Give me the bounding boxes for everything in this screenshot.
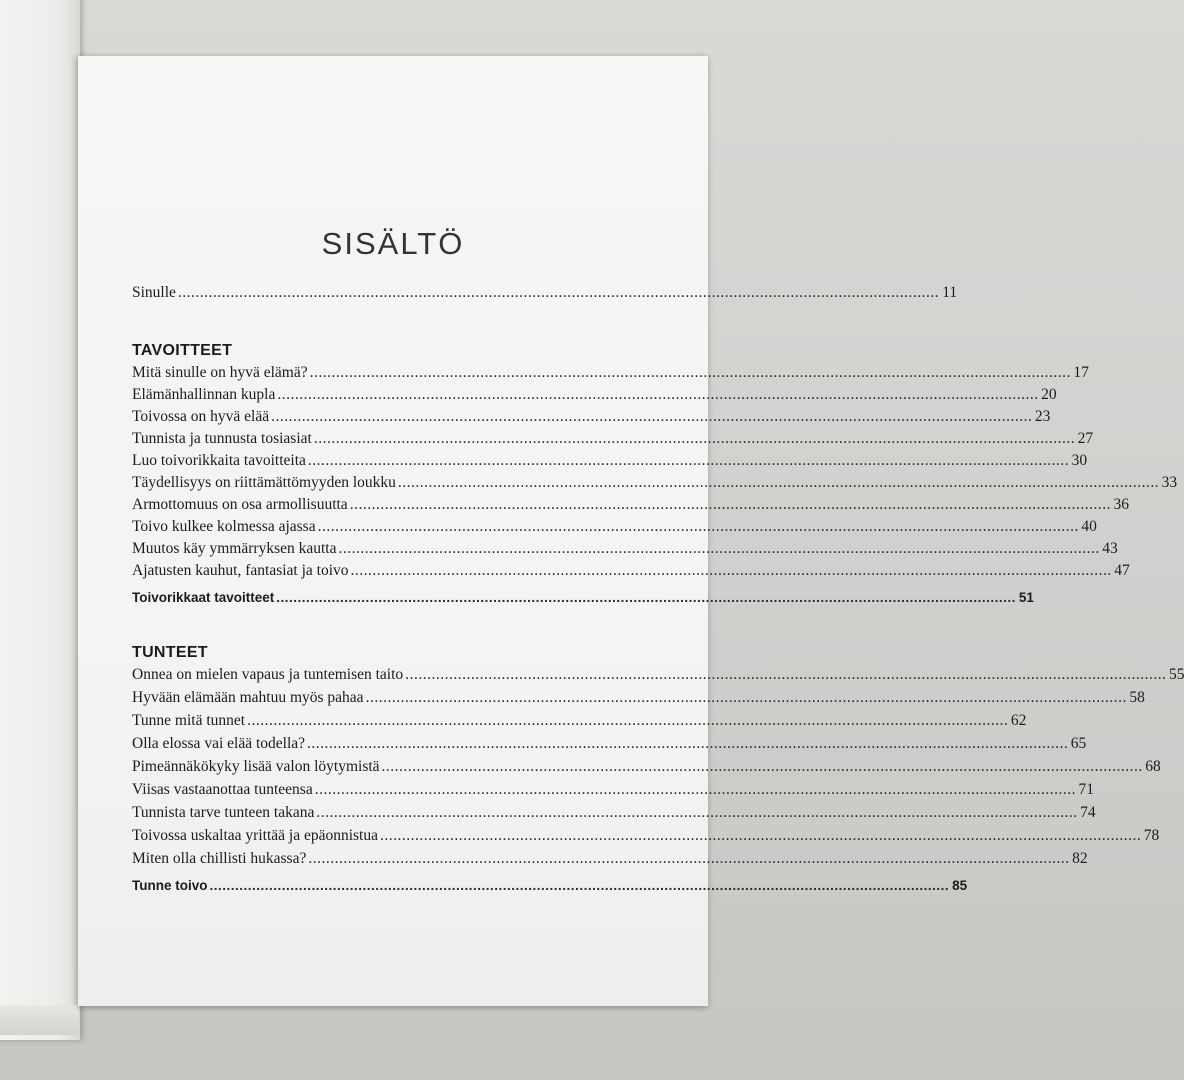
dot-leader: .............................................................................................................................................................................. [405, 666, 1167, 683]
toc-entry-intro [132, 284, 958, 306]
toc-entry-page: 47 [1114, 562, 1130, 579]
section-heading-tunteet: TUNTEET [132, 644, 208, 661]
toc-entry-page: 11 [942, 284, 958, 301]
toc-entry [132, 850, 1088, 872]
toc-entry [132, 386, 1057, 408]
toc-entry-page: 62 [1010, 712, 1027, 729]
dot-leader: .............................................................................................................................................................................. [381, 758, 1143, 775]
dot-leader: .............................................................................................................................................................................. [317, 518, 1079, 535]
toc-entry [132, 452, 1088, 474]
toc-entry-label: Onnea on mielen vapaus ja tuntemisen taito [132, 666, 404, 683]
toc-entry-page: 74 [1080, 804, 1096, 821]
toc-entry-label: Elämänhallinnan kupla [132, 386, 276, 403]
toc-entry [132, 735, 1087, 757]
section-heading-tavoitteet: TAVOITTEET [132, 342, 233, 359]
toc-entry [132, 518, 1097, 540]
toc-entry-page: 27 [1077, 430, 1094, 447]
dot-leader: .............................................................................................................................................................................. [316, 804, 1078, 821]
dot-leader: .............................................................................................................................................................................. [338, 540, 1100, 557]
toc-entry [132, 827, 1160, 849]
dot-leader: .............................................................................................................................................................................. [314, 781, 1076, 798]
toc-entry [132, 689, 1145, 711]
toc-entry-page: 82 [1072, 850, 1088, 867]
dot-leader: .............................................................................................................................................................................. [271, 408, 1033, 425]
toc-entry [132, 496, 1129, 518]
toc-entry-label: Viisas vastaanottaa tunteensa [132, 781, 313, 798]
toc-entry-label: Toivo kulkee kolmessa ajassa [132, 518, 316, 535]
dot-leader: .............................................................................................................................................................................. [307, 735, 1069, 752]
toc-entry-label: Ajatusten kauhut, fantasiat ja toivo [132, 562, 349, 579]
toc-entry-page: 58 [1129, 689, 1145, 706]
toc-entry-page: 17 [1073, 364, 1089, 381]
toc-entry-label: Hyvään elämään mahtuu myös pahaa [132, 689, 364, 706]
dot-leader: .............................................................................................................................................................................. [365, 689, 1127, 706]
dot-leader: .............................................................................................................................................................................. [247, 712, 1009, 729]
toc-summary-page: 51 [1018, 590, 1034, 605]
toc-entry-page: 78 [1143, 827, 1160, 844]
dot-leader: .............................................................................................................................................................................. [277, 386, 1039, 403]
toc-entry-label: Toivossa on hyvä elää [132, 408, 270, 425]
toc-summary-entry [132, 590, 1034, 612]
toc-entry [132, 666, 1184, 688]
previous-page-bottom [0, 1005, 78, 1035]
dot-leader: .............................................................................................................................................................................. [349, 496, 1111, 513]
dot-leader: .............................................................................................................................................................................. [379, 827, 1142, 844]
toc-entry [132, 781, 1094, 803]
toc-entry-page: 20 [1041, 386, 1057, 403]
toc-entry-page: 68 [1145, 758, 1161, 775]
toc-entry-label: Tunnista ja tunnusta tosiasiat [132, 430, 312, 447]
toc-entry-label: Tunne mitä tunnet [132, 712, 246, 729]
toc-entry-label: Toivossa uskaltaa yrittää ja epäonnistua [132, 827, 378, 844]
dot-leader: .............................................................................................................................................................................. [308, 850, 1070, 867]
toc-entry-page: 23 [1034, 408, 1051, 425]
page-title: SISÄLTÖ [321, 226, 465, 261]
toc-entry-label: Armottomuus on osa armollisuutta [132, 496, 348, 513]
toc-entry [132, 758, 1161, 780]
dot-leader: .............................................................................................................................................................................. [309, 364, 1071, 381]
toc-entry [132, 804, 1096, 826]
toc-entry-label: Tunnista tarve tunteen takana [132, 804, 315, 821]
dot-leader: .............................................................................................................................................................................. [313, 430, 1076, 447]
toc-entry-page: 43 [1102, 540, 1118, 557]
toc-entry-label: Pimeännäkökyky lisää valon löytymistä [132, 758, 380, 775]
toc-entry [132, 364, 1089, 386]
toc-entry-label: Olla elossa vai elää todella? [132, 735, 306, 752]
dot-leader: .............................................................................................................................................................................. [177, 284, 940, 301]
toc-entry-label: Täydellisyys on riittämättömyyden loukku [132, 474, 396, 491]
toc-entry-label: Miten olla chillisti hukassa? [132, 850, 307, 867]
toc-entry-page: 65 [1070, 735, 1087, 752]
toc-summary-entry [132, 878, 968, 900]
toc-entry-label: Muutos käy ymmärryksen kautta [132, 540, 337, 557]
contents-page [78, 56, 1184, 1006]
toc-entry-page: 55 [1168, 666, 1184, 683]
toc-entry-label: Sinulle [132, 284, 176, 301]
toc-entry [132, 540, 1118, 562]
toc-entry-page: 33 [1161, 474, 1178, 491]
dot-leader: .............................................................................................................................................................................. [209, 878, 950, 893]
toc-summary-label: Toivorikkaat tavoitteet [132, 590, 275, 605]
toc-entry [132, 562, 1130, 584]
dot-leader: .............................................................................................................................................................................. [350, 562, 1112, 579]
toc-entry [132, 430, 1094, 452]
toc-entry-page: 71 [1078, 781, 1094, 798]
toc-entry [132, 474, 1178, 496]
toc-entry-label: Mitä sinulle on hyvä elämä? [132, 364, 308, 381]
toc-summary-label: Tunne toivo [132, 878, 208, 893]
toc-entry [132, 712, 1027, 734]
dot-leader: .............................................................................................................................................................................. [307, 452, 1070, 469]
toc-entry-page: 40 [1081, 518, 1097, 535]
toc-entry-page: 36 [1113, 496, 1129, 513]
dot-leader: .............................................................................................................................................................................. [397, 474, 1160, 491]
previous-page-edge [0, 0, 80, 1040]
toc-summary-page: 85 [952, 878, 968, 893]
dot-leader: .............................................................................................................................................................................. [276, 590, 1016, 605]
toc-entry-page: 30 [1071, 452, 1088, 469]
toc-entry [132, 408, 1051, 430]
toc-entry-label: Luo toivorikkaita tavoitteita [132, 452, 306, 469]
